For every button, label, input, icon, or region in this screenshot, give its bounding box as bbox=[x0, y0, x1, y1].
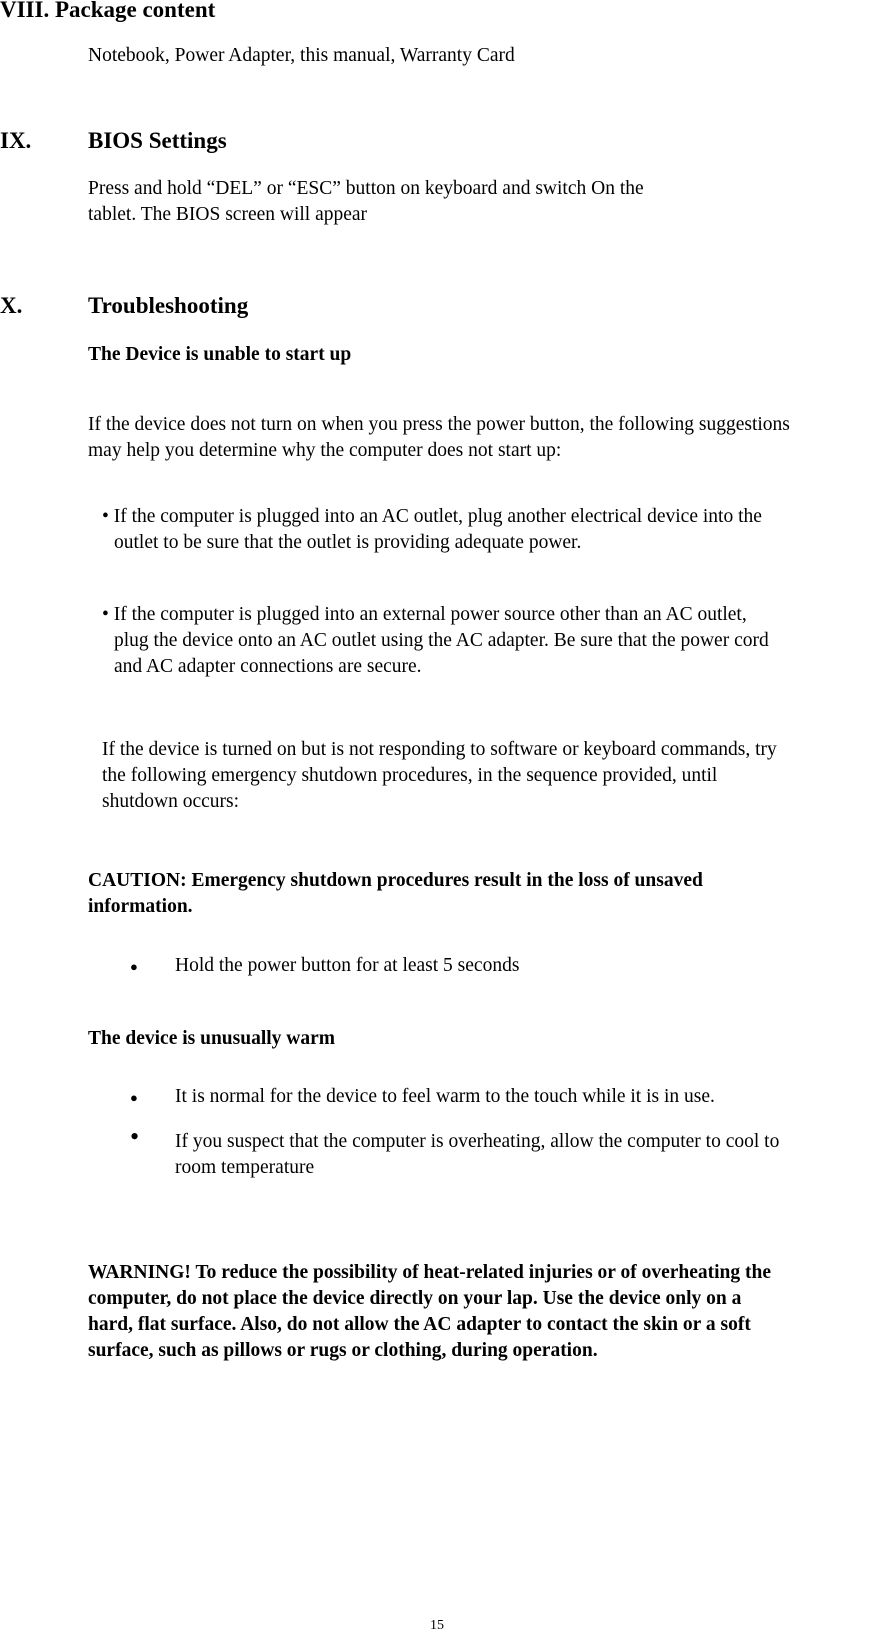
caution-notice bbox=[88, 868, 703, 920]
section-10-heading bbox=[0, 293, 874, 319]
bullet-dot: ● bbox=[130, 1090, 138, 1105]
bullet-line: room temperature bbox=[175, 1157, 315, 1178]
bullet-dot: • bbox=[130, 1122, 140, 1151]
section-9-number: IX. bbox=[0, 128, 32, 153]
paragraph-line: If the device does not turn on when you press the power button, the following suggestions bbox=[88, 414, 790, 435]
external-power-bullet bbox=[102, 602, 769, 680]
caution-line: CAUTION: Emergency shutdown procedures result in the loss of unsaved bbox=[88, 870, 703, 891]
section-10-title: Troubleshooting bbox=[88, 293, 249, 318]
paragraph-line: shutdown occurs: bbox=[102, 791, 240, 812]
bullet-line: • If the computer is plugged into an external power source other than an AC outlet, bbox=[102, 604, 747, 625]
not-responding-paragraph bbox=[102, 737, 777, 815]
bullet-line: and AC adapter connections are secure. bbox=[114, 656, 422, 677]
caution-line: information. bbox=[88, 896, 193, 917]
section-9-title: BIOS Settings bbox=[88, 128, 227, 153]
warning-notice bbox=[88, 1260, 771, 1364]
bios-line: Press and hold “DEL” or “ESC” button on keyboard and switch On the bbox=[88, 178, 644, 199]
subheading-unable-to-start: The Device is unable to start up bbox=[88, 344, 352, 365]
warning-line: hard, flat surface. Also, do not allow the AC adapter to contact the skin or a soft bbox=[88, 1314, 751, 1335]
page-number: 15 bbox=[430, 1618, 444, 1633]
paragraph-line: may help you determine why the computer does not start up: bbox=[88, 440, 562, 461]
section-10-number: X. bbox=[0, 293, 23, 318]
bios-instructions bbox=[88, 176, 644, 228]
subheading-unusually-warm: The device is unusually warm bbox=[88, 1028, 336, 1049]
startup-intro-paragraph bbox=[88, 412, 790, 464]
warning-line: computer, do not place the device directly on your lap. Use the device only on a bbox=[88, 1288, 742, 1309]
overheating-bullet bbox=[175, 1129, 779, 1181]
ac-outlet-bullet bbox=[102, 504, 762, 556]
bullet-line: If you suspect that the computer is overheating, allow the computer to cool to bbox=[175, 1131, 780, 1152]
warning-line: WARNING! To reduce the possibility of heat-related injuries or of overheating the bbox=[88, 1262, 772, 1283]
bullet-line: • If the computer is plugged into an AC outlet, plug another electrical device into the bbox=[102, 506, 762, 527]
paragraph-line: the following emergency shutdown procedures, in the sequence provided, until bbox=[102, 765, 718, 786]
shutdown-bullet: Hold the power button for at least 5 seconds bbox=[175, 955, 520, 976]
section-8-heading: VIII. Package content bbox=[0, 0, 216, 22]
warm-normal-bullet: It is normal for the device to feel warm to the touch while it is in use. bbox=[175, 1086, 715, 1107]
bullet-line: plug the device onto an AC outlet using the AC adapter. Be sure that the power cord bbox=[114, 630, 769, 651]
bullet-dot: ● bbox=[130, 959, 138, 974]
bios-line: tablet. The BIOS screen will appear bbox=[88, 204, 368, 225]
paragraph-line: If the device is turned on but is not responding to software or keyboard commands, try bbox=[102, 739, 777, 760]
warning-line: surface, such as pillows or rugs or clothing, during operation. bbox=[88, 1340, 598, 1361]
bullet-line: outlet to be sure that the outlet is providing adequate power. bbox=[114, 532, 582, 553]
package-content-text: Notebook, Power Adapter, this manual, Warranty Card bbox=[88, 45, 515, 66]
section-9-heading bbox=[0, 128, 874, 154]
